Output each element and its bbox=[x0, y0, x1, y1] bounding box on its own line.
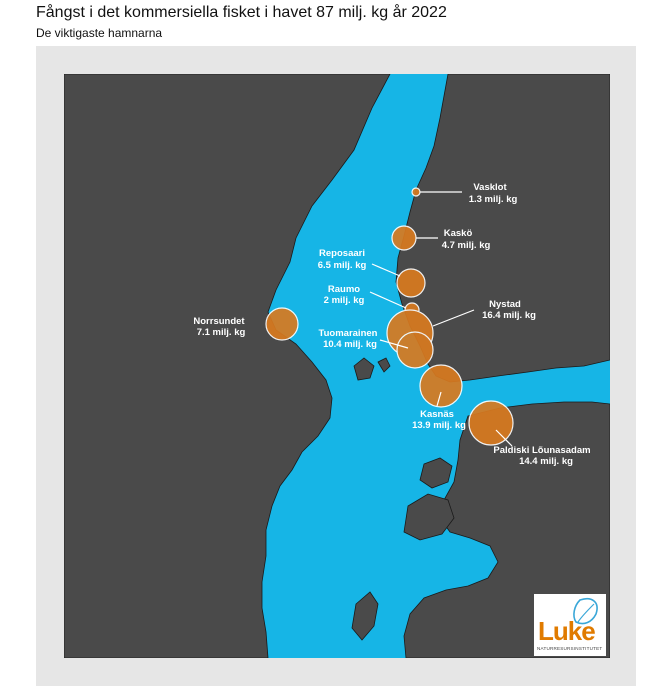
label-kasnas-value: 13.9 milj. kg bbox=[412, 420, 466, 431]
port-marker-vasklot bbox=[412, 188, 420, 196]
label-raumo-value: 2 milj. kg bbox=[323, 295, 365, 306]
label-nystad-name: Nystad bbox=[489, 299, 521, 310]
label-tuomarainen-name: Tuomarainen bbox=[318, 328, 378, 339]
port-marker-tuomarainen bbox=[397, 332, 433, 368]
map-subtitle: De viktigaste hamnarna bbox=[36, 26, 163, 40]
label-tuomarainen-value: 10.4 milj. kg bbox=[323, 339, 377, 350]
label-reposaari-name: Reposaari bbox=[319, 248, 365, 259]
label-nystad-value: 16.4 milj. kg bbox=[482, 310, 536, 321]
port-marker-kasnas bbox=[420, 365, 462, 407]
label-kasko-name: Kaskö bbox=[443, 228, 473, 239]
label-paldiski-value: 14.4 milj. kg bbox=[519, 456, 573, 467]
label-kasnas-name: Kasnäs bbox=[420, 409, 454, 420]
label-paldiski-name: Paldiski Lõunasadam bbox=[493, 445, 591, 456]
label-norrsundet-value: 7.1 milj. kg bbox=[196, 327, 246, 338]
map-title: Fångst i det kommersiella fisket i havet 87 milj. kg år 2022 bbox=[36, 4, 447, 21]
luke-logo bbox=[534, 594, 606, 656]
logo-wordmark: Luke bbox=[538, 616, 595, 646]
label-raumo-name: Raumo bbox=[327, 284, 361, 295]
label-kasko-value: 4.7 milj. kg bbox=[441, 240, 491, 251]
map bbox=[64, 74, 610, 658]
port-marker-reposaari bbox=[397, 269, 425, 297]
port-marker-paldiski bbox=[469, 401, 513, 445]
label-norrsundet-name: Norrsundet bbox=[193, 316, 245, 327]
port-marker-kasko bbox=[392, 226, 416, 250]
label-reposaari-value: 6.5 milj. kg bbox=[317, 260, 367, 271]
label-vasklot-name: Vasklot bbox=[473, 182, 507, 193]
label-vasklot-value: 1.3 milj. kg bbox=[468, 194, 518, 205]
logo-tagline: NATURRESURSINSTITUTET bbox=[537, 646, 603, 651]
port-marker-norrsundet bbox=[266, 308, 298, 340]
